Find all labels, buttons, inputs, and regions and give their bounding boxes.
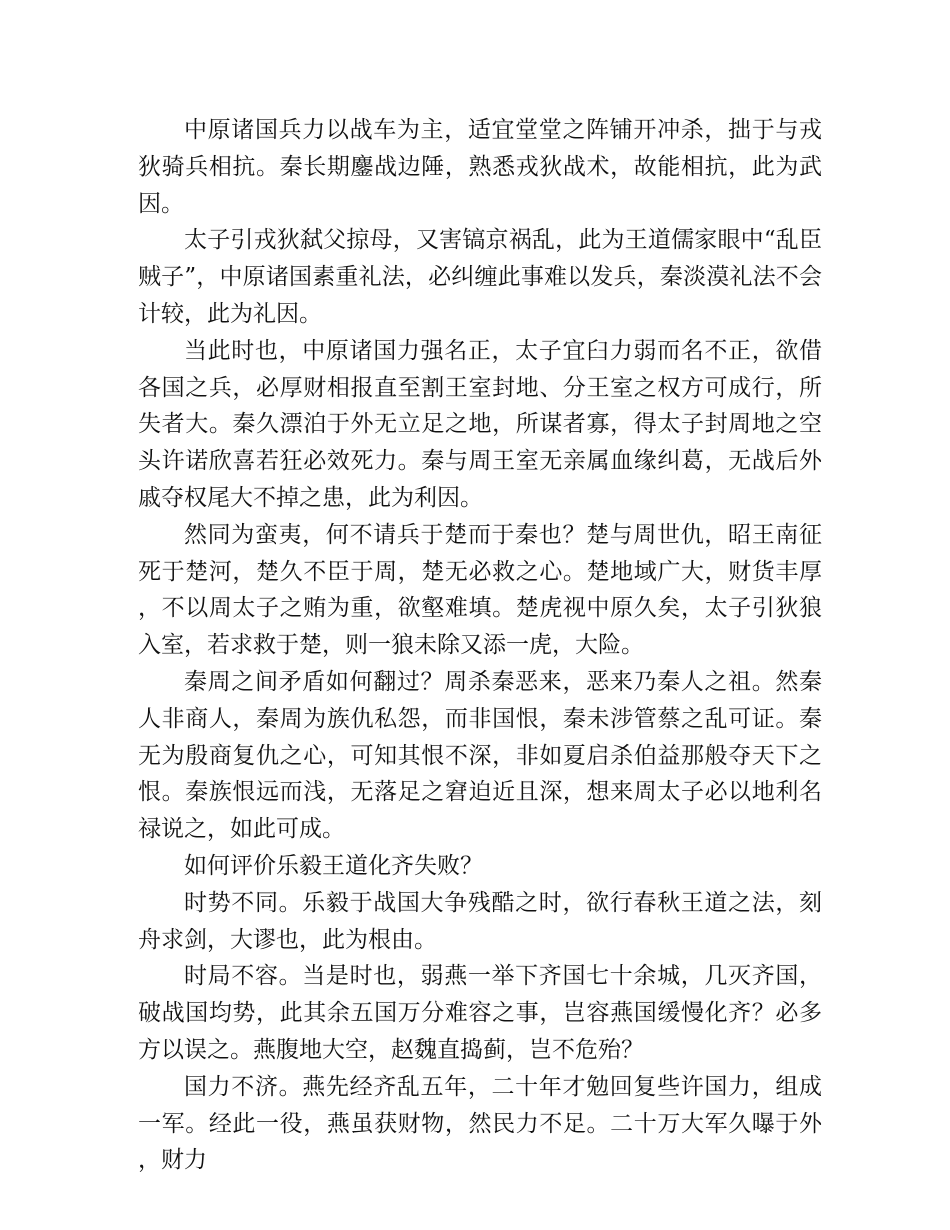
- paragraph-9: 国力不济。燕先经齐乱五年，二十年才勉回复些许国力，组成一军。经此一役，燕虽获财物，然民力不足。二十万大军久曝于外，财力: [138, 1073, 822, 1174]
- paragraph-8: 时局不容。当是时也，弱燕一举下齐国七十余城，几灭齐国，破战国均势，此其余五国万分难容之事，岂容燕国缓慢化齐？必多方以误之。燕腹地大空，赵魏直捣蓟，岂不危殆？: [138, 963, 822, 1063]
- paragraph-1: 中原诸国兵力以战车为主，适宜堂堂之阵铺开冲杀，拙于与戎狄骑兵相抗。秦长期鏖战边陲，熟悉戎狄战术，故能相抗，此为武因。: [138, 117, 822, 217]
- document-body: [138, 112, 822, 1179]
- paragraph-6: 如何评价乐毅王道化齐失败？: [184, 852, 483, 879]
- paragraph-5: 秦周之间矛盾如何翻过？周杀秦恶来，恶来乃秦人之祖。然秦人非商人，秦周为族仇私怨，而非国恨，秦未涉管蔡之乱可证。秦无为殷商复仇之心，可知其恨不深，非如夏启杀伯益那般夺天下之恨。秦族恨远而浅，无落足之窘迫近且深，想来周太子必以地利名禄说之，如此可成。: [138, 668, 822, 843]
- paragraph-2: 太子引戎狄弑父掠母，又害镐京祸乱，此为王道儒家眼中“乱臣贼子”，中原诸国素重礼法，必纠缠此事难以发兵，秦淡漠礼法不会计较，此为礼因。: [138, 227, 822, 327]
- paragraph-3: 当此时也，中原诸国力强名正，太子宜臼力弱而名不正，欲借各国之兵，必厚财相报直至割王室封地、分王室之权方可成行，所失者大。秦久漂泊于外无立足之地，所谋者寡，得太子封周地之空头许诺欣喜若狂必效死力。秦与周王室无亲属血缘纠葛，无战后外戚夺权尾大不掉之患，此为利因。: [138, 337, 822, 511]
- paragraph-4: 然同为蛮夷，何不请兵于楚而于秦也？楚与周世仇，昭王南征死于楚河，楚久不臣于周，楚无必救之心。楚地域广大，财货丰厚，不以周太子之贿为重，欲壑难填。楚虎视中原久矣，太子引狄狼入室，若求救于楚，则一狼未除又添一虎，大险。: [138, 521, 822, 659]
- paragraph-7: 时势不同。乐毅于战国大争残酷之时，欲行春秋王道之法，刻舟求剑，大谬也，此为根由。: [138, 889, 822, 953]
